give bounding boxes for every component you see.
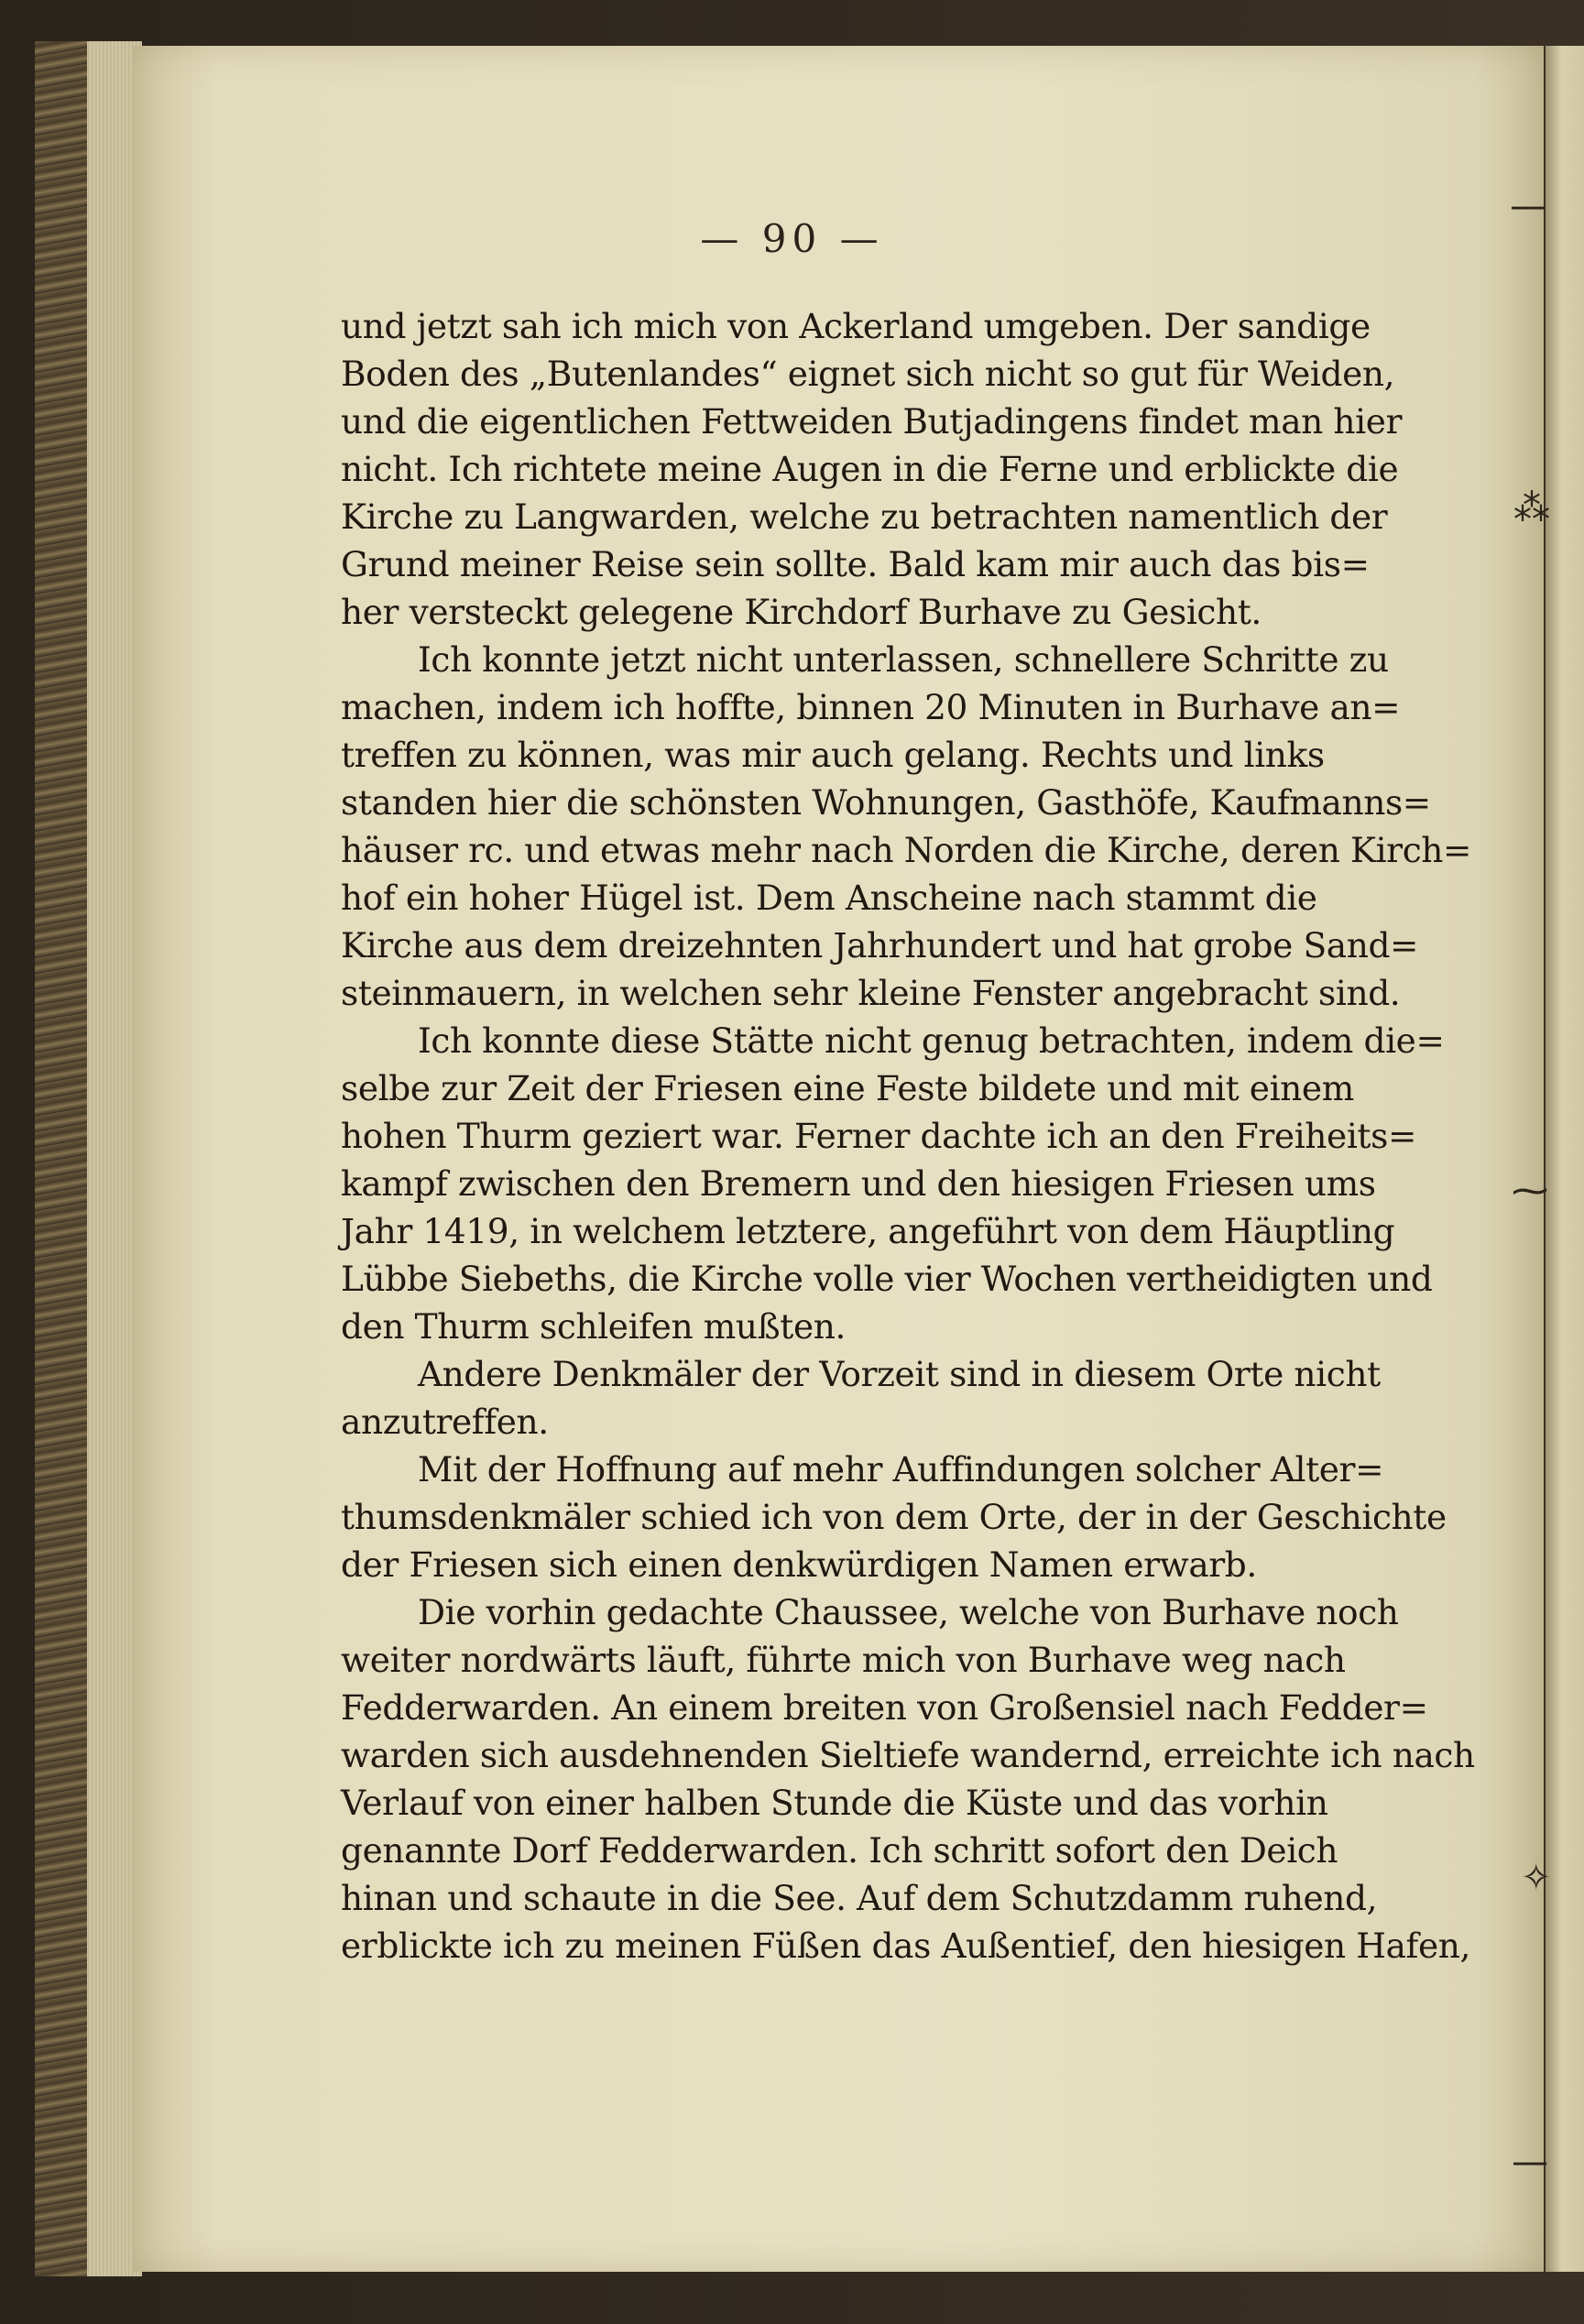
text-line: Mit der Hoffnung auf mehr Auffindungen solcher Alter= xyxy=(418,1449,1384,1489)
text-line: Andere Denkmäler der Vorzeit sind in diesem Orte nicht xyxy=(418,1354,1381,1394)
page-number: — 90 — xyxy=(700,216,884,261)
text-line: her versteckt gelegene Kirchdorf Burhave zu Gesicht. xyxy=(341,592,1262,632)
text-line: selbe zur Zeit der Friesen eine Feste bildete und mit einem xyxy=(341,1068,1354,1108)
text-line: nicht. Ich richtete meine Augen in die Ferne und erblickte die xyxy=(341,449,1399,489)
text-line: Kirche aus dem dreizehnten Jahrhundert und hat grobe Sand= xyxy=(341,925,1419,966)
text-line: standen hier die schönsten Wohnungen, Gasthöfe, Kaufmanns= xyxy=(341,782,1431,823)
text-line: genannte Dorf Fedderwarden. Ich schritt sofort den Deich xyxy=(341,1830,1338,1871)
text-line: kampf zwischen den Bremern und den hiesigen Friesen ums xyxy=(341,1163,1376,1204)
text-line: treffen zu können, was mir auch gelang. Rechts und links xyxy=(341,735,1325,775)
body-text xyxy=(341,302,1475,1969)
text-line: weiter nordwärts läuft, führte mich von Burhave weg nach xyxy=(341,1640,1346,1680)
text-line: anzutreffen. xyxy=(341,1402,549,1442)
text-line: machen, indem ich hoffte, binnen 20 Minuten in Burhave an= xyxy=(341,687,1401,727)
binding-thread-mark: — xyxy=(1510,185,1546,227)
text-line: Die vorhin gedachte Chaussee, welche von Burhave noch xyxy=(418,1592,1399,1632)
text-line: häuser rc. und etwas mehr nach Norden die Kirche, deren Kirch= xyxy=(341,830,1472,870)
binding-thread-mark: ⁓ xyxy=(1512,1170,1548,1212)
text-line: Jahr 1419, in welchem letztere, angeführt von dem Häuptling xyxy=(341,1211,1395,1251)
text-line: Ich konnte diese Stätte nicht genug betrachten, indem die= xyxy=(418,1020,1445,1061)
text-line: Grund meiner Reise sein sollte. Bald kam mir auch das bis= xyxy=(341,544,1370,584)
text-line: erblickte ich zu meinen Füßen das Außentief, den hiesigen Hafen, xyxy=(341,1926,1471,1966)
text-line: und die eigentlichen Fettweiden Butjadingens findet man hier xyxy=(341,401,1403,442)
text-line: Verlauf von einer halben Stunde die Küste und das vorhin xyxy=(341,1783,1328,1823)
binding-thread-mark: ⁂ xyxy=(1513,487,1550,529)
text-line: steinmauern, in welchen sehr kleine Fenster angebracht sind. xyxy=(341,973,1401,1013)
text-line: Kirche zu Langwarden, welche zu betrachten namentlich der xyxy=(341,496,1388,537)
text-line: und jetzt sah ich mich von Ackerland umgeben. Der sandige xyxy=(341,306,1371,346)
text-line: Fedderwarden. An einem breiten von Großensiel nach Fedder= xyxy=(341,1687,1428,1728)
text-line: der Friesen sich einen denkwürdigen Namen erwarb. xyxy=(341,1544,1257,1585)
text-line: Ich konnte jetzt nicht unterlassen, schnellere Schritte zu xyxy=(418,639,1389,680)
binding-thread-mark: ✧ xyxy=(1521,1857,1552,1899)
text-line: thumsdenkmäler schied ich von dem Orte, der in der Geschichte xyxy=(341,1497,1447,1537)
text-line: hohen Thurm geziert war. Ferner dachte ich an den Freiheits= xyxy=(341,1116,1416,1156)
text-line: hof ein hoher Hügel ist. Dem Anscheine nach stammt die xyxy=(341,878,1317,918)
text-line: Boden des „Butenlandes“ eignet sich nicht so gut für Weiden, xyxy=(341,354,1395,394)
text-line: warden sich ausdehnenden Sieltiefe wandernd, erreichte ich nach xyxy=(341,1735,1475,1775)
text-line: hinan und schaute in die See. Auf dem Schutzdamm ruhend, xyxy=(341,1878,1378,1918)
binding-thread-mark: — xyxy=(1512,2141,1548,2183)
next-page-edge xyxy=(1544,46,1584,2272)
text-line: den Thurm schleifen mußten. xyxy=(341,1306,847,1347)
text-line: Lübbe Siebeths, die Kirche volle vier Wochen vertheidigten und xyxy=(341,1259,1433,1299)
